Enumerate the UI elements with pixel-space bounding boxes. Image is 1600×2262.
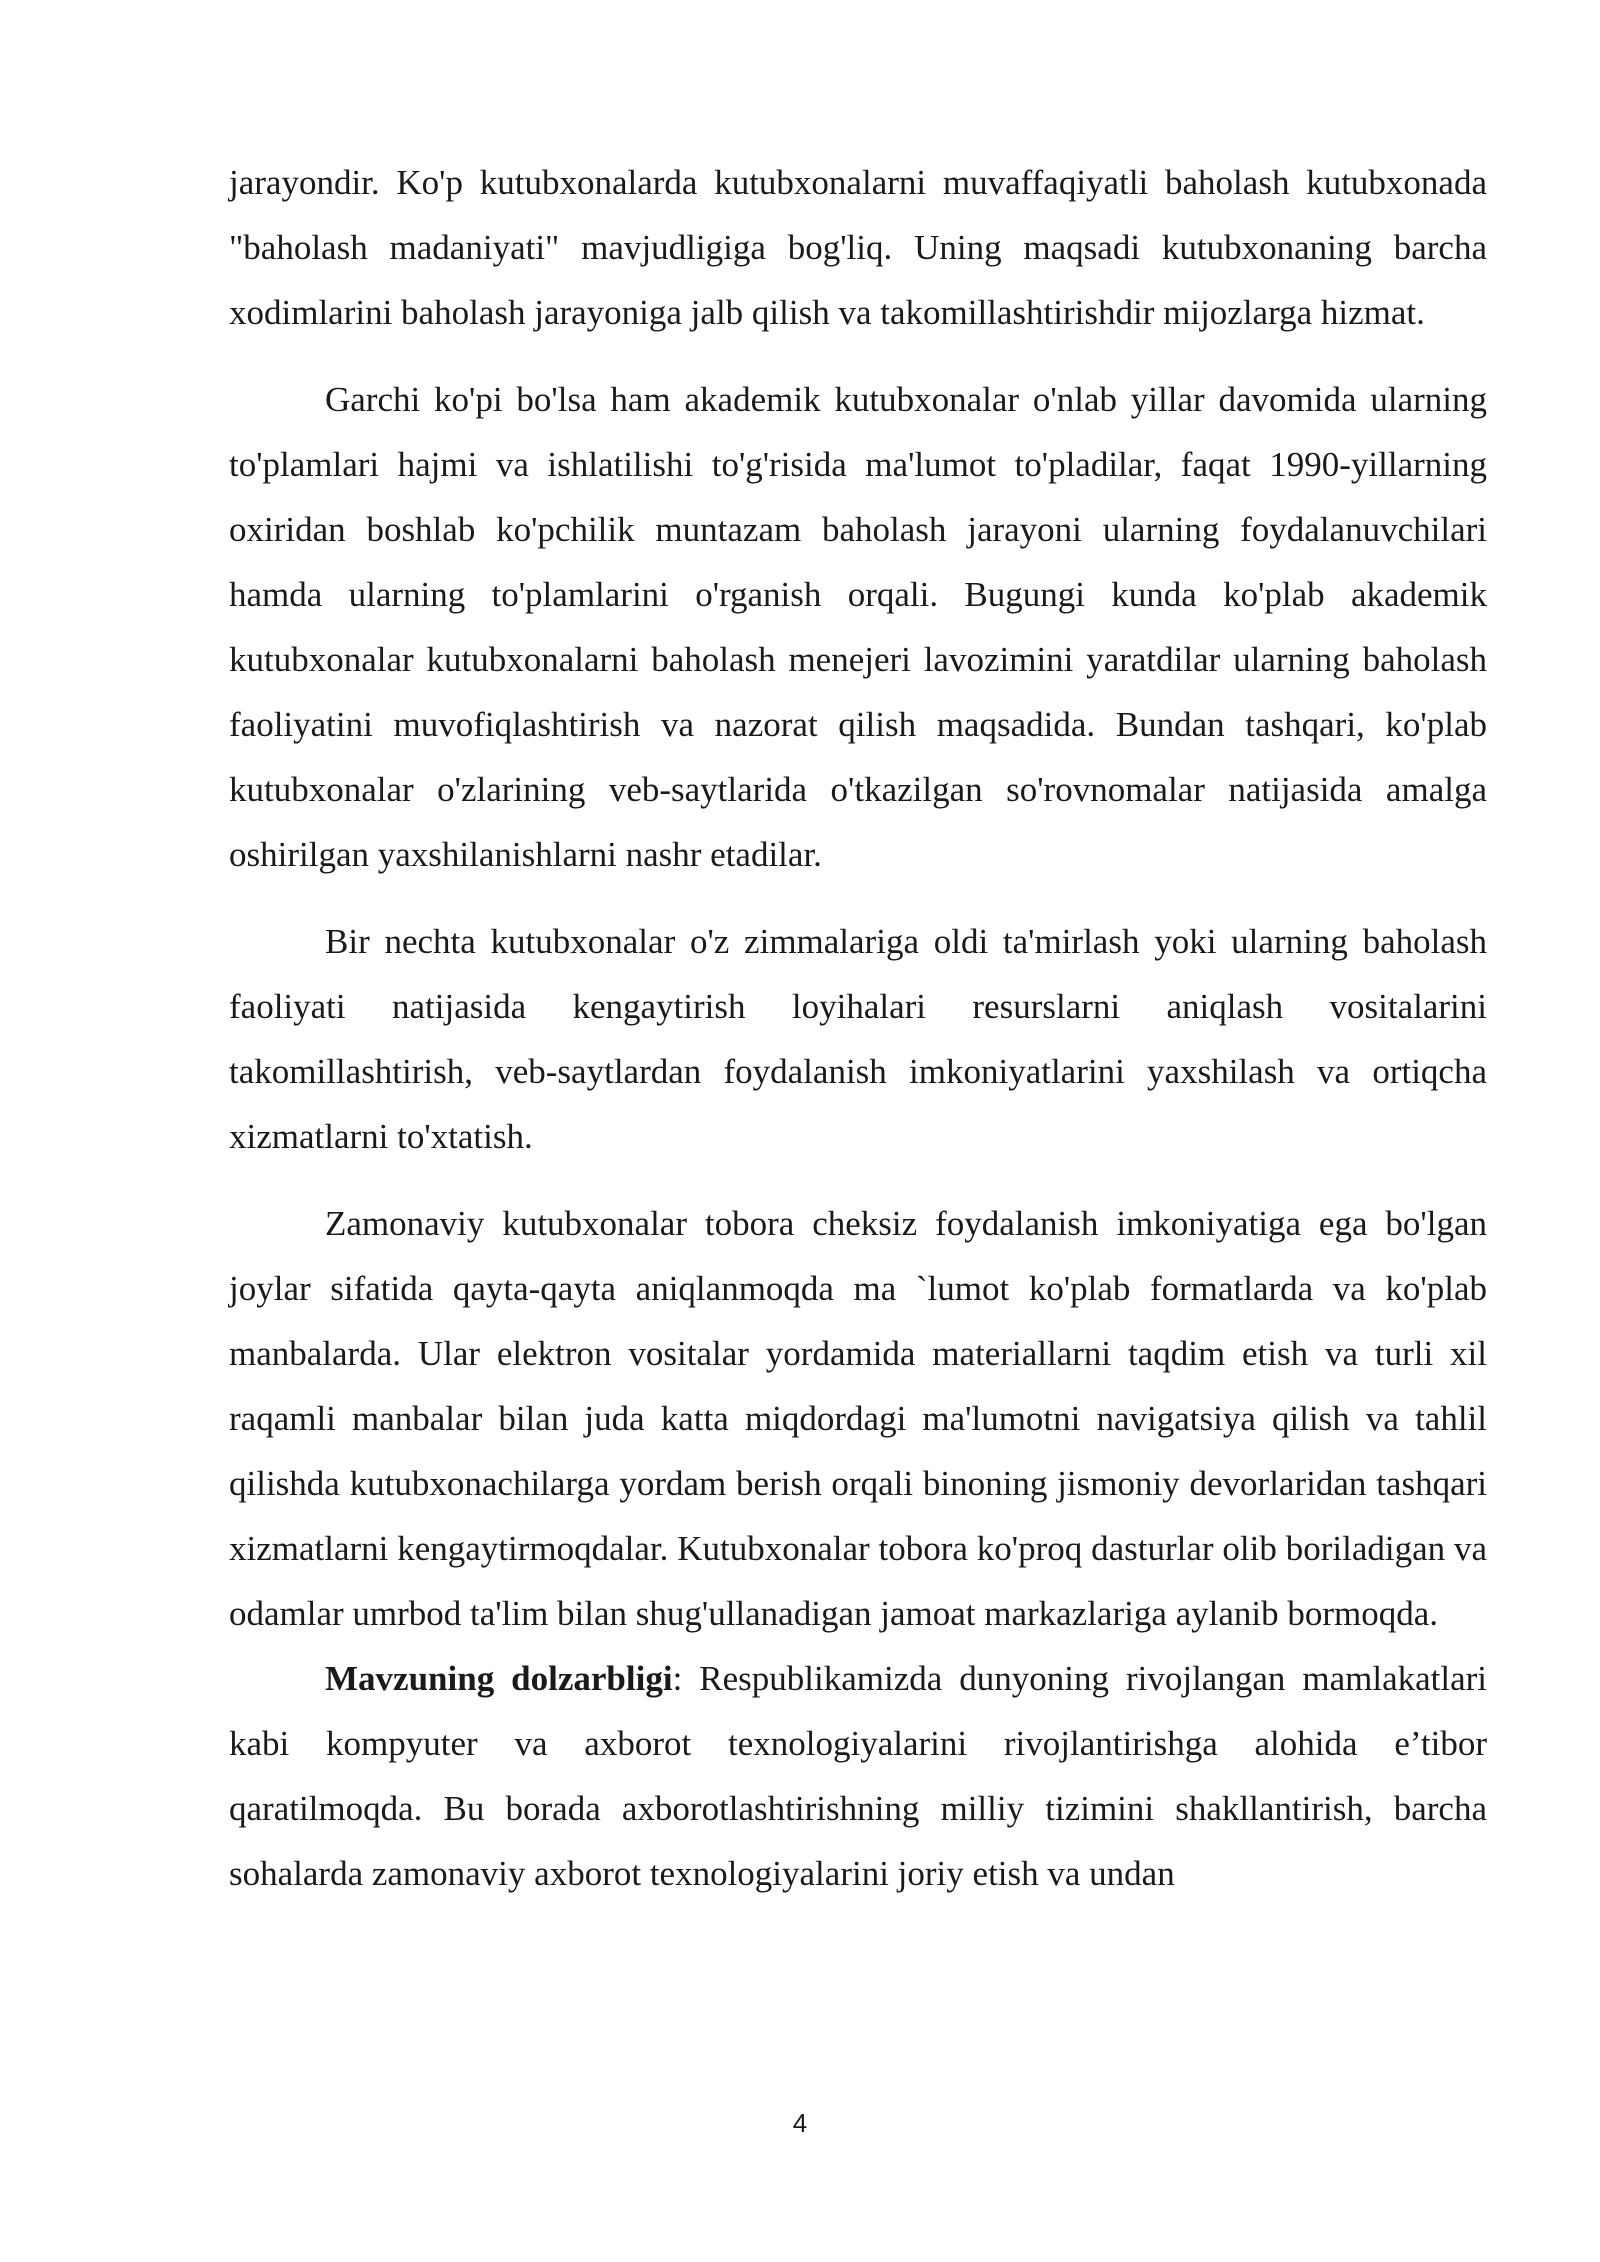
paragraph-5-text: : Respublikamizda dunyoning rivojlangan mamlakatlari kabi kompyuter va axborot texnologiyalarini rivojlantirishga alohida e’tibor qaratilmoqda. Bu borada axborotlashtirishning milliy tizimini shakllantirish, barcha sohalarda zamonaviy axborot texnologiyalarini joriy etish va undan <box>229 1659 1487 1893</box>
paragraph-5 <box>229 1646 1487 1906</box>
section-heading-lead: Mavzuning dolzarbligi <box>325 1659 673 1698</box>
paragraph-2: Garchi ko'pi bo'lsa ham akademik kutubxonalar o'nlab yillar davomida ularning to'plamlari hajmi va ishlatilishi to'g'risida ma'lumot to'pladilar, faqat 1990-yillarning oxiridan boshlab ko'pchilik muntazam baholash jarayoni ularning foydalanuvchilari hamda ularning to'plamlarini o'rganish orqali. Bugungi kunda ko'plab akademik kutubxonalar kutubxonalarni baholash menejeri lavozimini yaratdilar ularning baholash faoliyatini muvofiqlashtirish va nazorat qilish maqsadida. Bundan tashqari, ko'plab kutubxonalar o'zlarining veb-saytlarida o'tkazilgan so'rovnomalar natijasida amalga oshirilgan yaxshilanishlarni nashr etadilar. <box>229 380 1487 874</box>
paragraph-4: Zamonaviy kutubxonalar tobora cheksiz foydalanish imkoniyatiga ega bo'lgan joylar sifatida qayta-qayta aniqlanmoqda ma `lumot ko'plab formatlarda va ko'plab manbalarda. Ular elektron vositalar yordamida materiallarni taqdim etish va turli xil raqamli manbalar bilan juda katta miqdordagi ma'lumotni navigatsiya qilish va tahlil qilishda kutubxonachilarga yordam berish orqali binoning jismoniy devorlaridan tashqari xizmatlarni kengaytirmoqdalar. Kutubxonalar tobora ko'proq dasturlar olib boriladigan va odamlar umrbod ta'lim bilan shug'ullanadigan jamoat markazlariga aylanib bormoqda. <box>229 1204 1487 1633</box>
document-body <box>229 150 1487 1906</box>
paragraph-1: jarayondir. Ko'p kutubxonalarda kutubxonalarni muvaffaqiyatli baholash kutubxonada "baholash madaniyati" mavjudligiga bog'liq. Uning maqsadi kutubxonaning barcha xodimlarini baholash jarayoniga jalb qilish va takomillashtirishdir mijozlarga hizmat. <box>229 163 1487 332</box>
paragraph-3: Bir nechta kutubxonalar o'z zimmalariga oldi ta'mirlash yoki ularning baholash faoliyati natijasida kengaytirish loyihalari resurslarni aniqlash vositalarini takomillashtirish, veb-saytlardan foydalanish imkoniyatlarini yaxshilash va ortiqcha xizmatlarni to'xtatish. <box>229 922 1487 1156</box>
page-number: 4 <box>792 2108 808 2138</box>
